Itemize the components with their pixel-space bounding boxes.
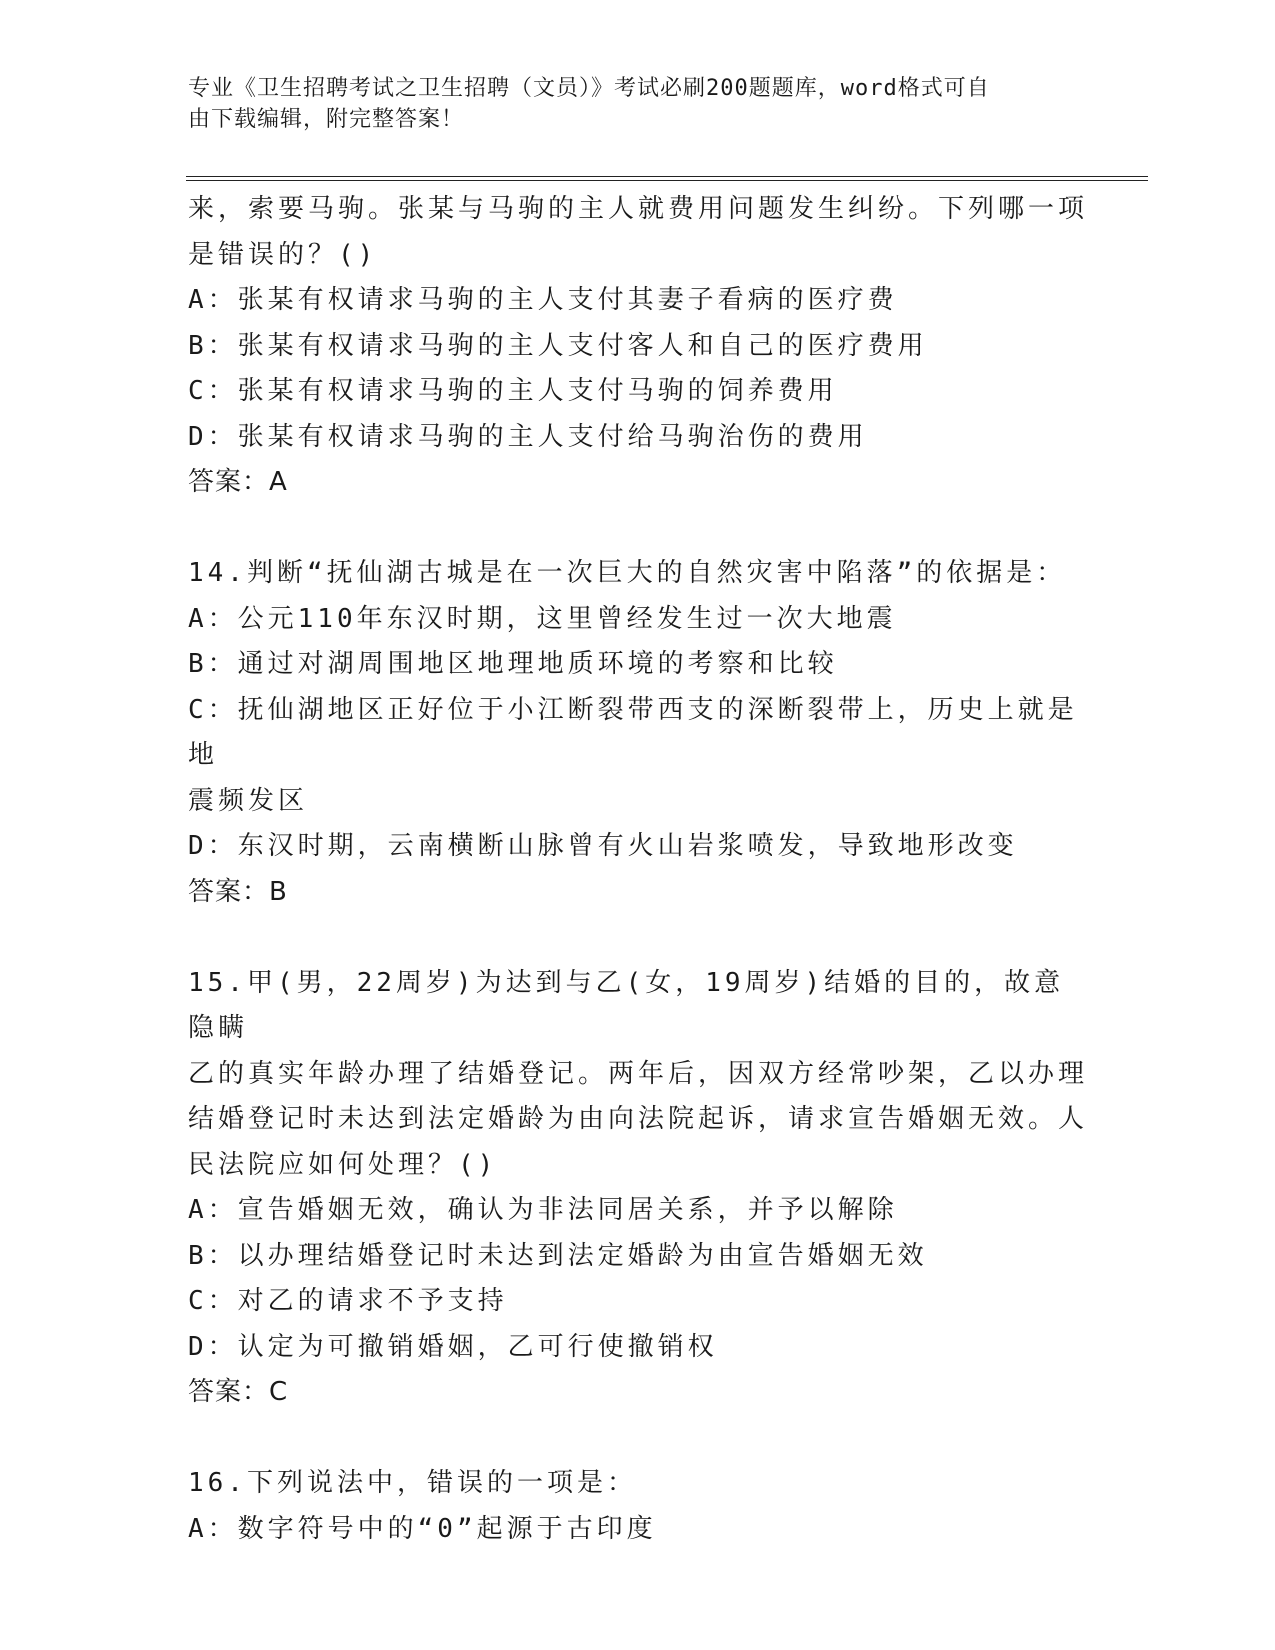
question-stem: 14.判断“抚仙湖古城是在一次巨大的自然灾害中陷落”的依据是： xyxy=(188,558,1067,588)
option-c: C：抚仙湖地区正好位于小江断裂带西支的深断裂带上，历史上就是地 xyxy=(188,694,1078,770)
answer: 答案：C xyxy=(188,1377,289,1407)
question-stem: 16.下列说法中，错误的一项是： xyxy=(188,1468,637,1498)
option-b: B：张某有权请求马驹的主人支付客人和自己的医疗费用 xyxy=(188,330,928,361)
document-body xyxy=(188,187,1088,1552)
header-line-2: 由下载编辑，附完整答案！ xyxy=(188,107,465,132)
option-d: D：张某有权请求马驹的主人支付给马驹治伤的费用 xyxy=(188,421,868,452)
option-a: A：宣告婚姻无效，确认为非法同居关系，并予以解除 xyxy=(188,1195,898,1225)
answer: 答案：B xyxy=(188,876,288,907)
question-stem: 15.甲(男，22周岁)为达到与乙(女，19周岁)结婚的目的，故意隐瞒 xyxy=(188,967,1065,1043)
option-d: D：认定为可撤销婚姻，乙可行使撤销权 xyxy=(188,1331,718,1362)
question-stem: 是错误的？() xyxy=(188,239,378,270)
option-b: B：以办理结婚登记时未达到法定婚龄为由宣告婚姻无效 xyxy=(188,1240,928,1271)
option-c: C：对乙的请求不予支持 xyxy=(188,1286,508,1316)
question-15 xyxy=(188,961,1088,1416)
question-stem: 结婚登记时未达到法定婚龄为由向法院起诉，请求宣告婚姻无效。人 xyxy=(188,1104,1089,1134)
spacer xyxy=(188,915,1088,961)
option-d: D：东汉时期，云南横断山脉曾有火山岩浆喷发，导致地形改变 xyxy=(188,831,1018,861)
question-16 xyxy=(188,1461,1088,1552)
header-divider xyxy=(186,176,1148,181)
question-13 xyxy=(188,187,1088,506)
question-stem: 民法院应如何处理？() xyxy=(188,1149,498,1180)
option-a: A：张某有权请求马驹的主人支付其妻子看病的医疗费 xyxy=(188,285,898,315)
answer: 答案：A xyxy=(188,467,288,497)
page-header xyxy=(188,73,1068,135)
option-a: A：数字符号中的“0”起源于古印度 xyxy=(188,1513,657,1544)
spacer xyxy=(188,506,1088,552)
option-c-continued: 震频发区 xyxy=(188,785,309,816)
option-a: A：公元110年东汉时期，这里曾经发生过一次大地震 xyxy=(188,603,897,634)
question-stem: 乙的真实年龄办理了结婚登记。两年后，因双方经常吵架，乙以办理 xyxy=(188,1058,1089,1089)
option-c: C：张某有权请求马驹的主人支付马驹的饲养费用 xyxy=(188,376,838,406)
question-stem: 来，索要马驹。张某与马驹的主人就费用问题发生纠纷。下列哪一项 xyxy=(188,194,1089,224)
header-line-1: 专业《卫生招聘考试之卫生招聘（文员）》考试必刷200题题库，word格式可自 xyxy=(188,76,990,101)
spacer xyxy=(188,1416,1088,1462)
option-b: B：通过对湖周围地区地理地质环境的考察和比较 xyxy=(188,649,838,679)
question-14 xyxy=(188,551,1088,915)
